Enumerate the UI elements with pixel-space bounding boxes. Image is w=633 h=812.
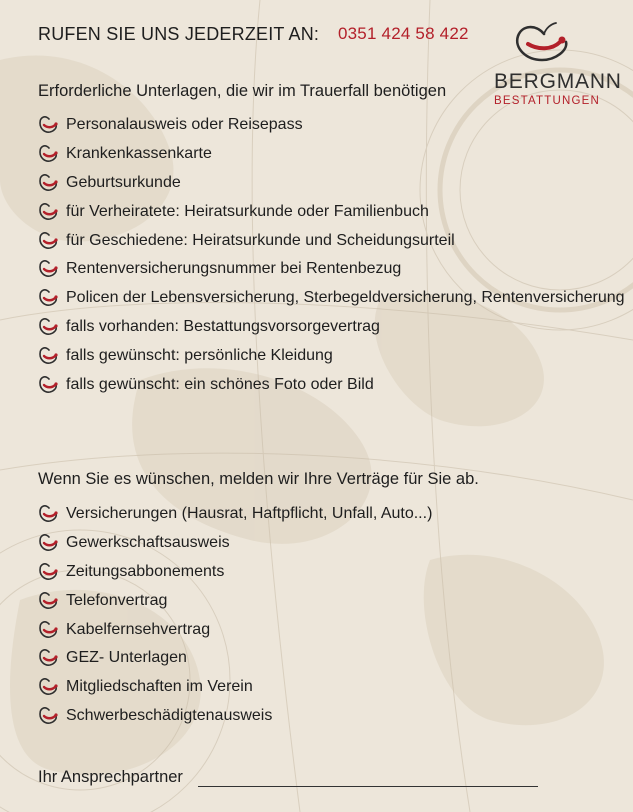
logo-emblem-icon	[494, 20, 594, 70]
list-item-text: Gewerkschaftsausweis	[66, 533, 230, 551]
list-item-text: Rentenversicherungsnummer bei Rentenbezug	[66, 260, 402, 278]
logo-bullet-icon	[38, 677, 60, 697]
list-item	[38, 316, 625, 345]
list-item-text: Telefonvertrag	[66, 591, 168, 609]
list-item	[38, 287, 625, 316]
cancel-contracts-list	[38, 503, 432, 734]
list-item-text: für Geschiedene: Heiratsurkunde und Scheidungsurteil	[66, 231, 455, 249]
list-item	[38, 503, 432, 532]
list-item-text: Kabelfernsehvertrag	[66, 620, 211, 638]
required-documents-list	[38, 114, 625, 403]
cancel-contracts-heading: Wenn Sie es wünschen, melden wir Ihre Verträge für Sie ab.	[38, 470, 479, 488]
list-item	[38, 114, 625, 143]
list-item-text: falls vorhanden: Bestattungsvorsorgevertrag	[66, 318, 380, 336]
list-item	[38, 172, 625, 201]
list-item	[38, 345, 625, 374]
logo-bullet-icon	[38, 591, 60, 611]
logo-bullet-icon	[38, 706, 60, 726]
list-item-text: GEZ- Unterlagen	[66, 649, 187, 667]
list-item-text: falls gewünscht: persönliche Kleidung	[66, 347, 333, 365]
list-item	[38, 676, 432, 705]
list-item-text: Krankenkassenkarte	[66, 144, 212, 162]
logo-bullet-icon	[38, 346, 60, 366]
required-documents-heading: Erforderliche Unterlagen, die wir im Trauerfall benötigen	[38, 82, 447, 100]
list-item-text: für Verheiratete: Heiratsurkunde oder Familienbuch	[66, 202, 429, 220]
list-item	[38, 705, 432, 734]
call-banner	[38, 24, 469, 45]
logo-bullet-icon	[38, 620, 60, 640]
logo-bullet-icon	[38, 144, 60, 164]
logo-bullet-icon	[38, 231, 60, 251]
list-item	[38, 647, 432, 676]
list-item	[38, 258, 625, 287]
logo-bullet-icon	[38, 202, 60, 222]
list-item-text: Policen der Lebensversicherung, Sterbegeldversicherung, Rentenversicherung	[66, 289, 625, 307]
call-label: RUFEN SIE UNS JEDERZEIT AN:	[38, 24, 320, 44]
list-item-text: Personalausweis oder Reisepass	[66, 116, 303, 133]
logo-bullet-icon	[38, 648, 60, 668]
list-item-text: Mitgliedschaften im Verein	[66, 678, 253, 696]
logo-bullet-icon	[38, 173, 60, 193]
list-item-text: Geburtsurkunde	[66, 173, 181, 191]
logo-bullet-icon	[38, 375, 60, 395]
logo-bullet-icon	[38, 317, 60, 337]
list-item-text: Zeitungsabbonements	[66, 562, 225, 580]
list-item-text: falls gewünscht: ein schönes Foto oder Bild	[66, 376, 374, 394]
logo-name: BERGMANN	[494, 70, 622, 93]
list-item	[38, 374, 625, 403]
bergmann-logo	[494, 20, 622, 112]
list-item	[38, 561, 432, 590]
list-item-text: Versicherungen (Hausrat, Haftpflicht, Unfall, Auto...)	[66, 505, 433, 522]
list-item	[38, 532, 432, 561]
logo-bullet-icon	[38, 533, 60, 553]
logo-bullet-icon	[38, 562, 60, 582]
list-item	[38, 143, 625, 172]
logo-bullet-icon	[38, 259, 60, 279]
list-item	[38, 230, 625, 259]
logo-bullet-icon	[38, 504, 60, 524]
list-item-text: Schwerbeschädigtenausweis	[66, 707, 273, 725]
logo-bullet-icon	[38, 115, 60, 135]
list-item	[38, 619, 432, 648]
list-item	[38, 590, 432, 619]
logo-bullet-icon	[38, 288, 60, 308]
contact-person-signature-line[interactable]	[198, 786, 538, 787]
contact-person-label: Ihr Ansprechpartner	[38, 768, 183, 786]
phone-number[interactable]: 0351 424 58 422	[338, 24, 469, 43]
list-item	[38, 201, 625, 230]
logo-subtitle: BESTATTUNGEN	[494, 95, 600, 107]
